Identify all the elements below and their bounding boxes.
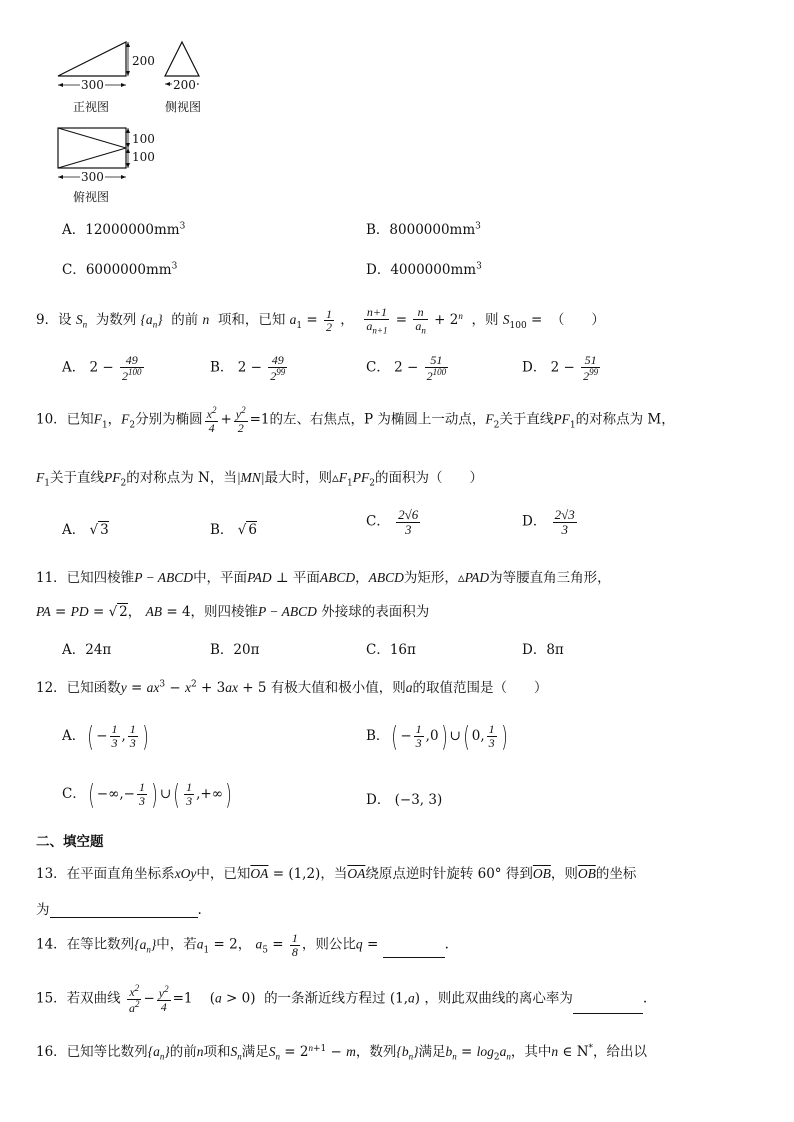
side-view-triangle	[165, 42, 199, 76]
front-height-label: 200	[132, 54, 155, 68]
top-caption: 俯视图	[73, 190, 110, 204]
q11-option-d[interactable]: D．8π	[522, 642, 564, 658]
q9-option-d[interactable]: D． 2 − $\frac{51}{2^{99}}$	[522, 353, 599, 383]
front-width-label: 300	[81, 78, 104, 92]
q12-option-b[interactable]: B．( − $\frac{1}{3}$ ,0) ∪( 0, $\frac{1}{3}$ )	[366, 720, 508, 753]
q8-option-c[interactable]: C．$6000000mm^3$	[62, 261, 178, 278]
q15-answer-blank[interactable]	[573, 997, 643, 1014]
q12-stem: 12．已知函数$y = ax^3 - x^2 + 3ax + 5$ 有极大值和极小值，则a的取值范围是（ ）	[36, 679, 548, 696]
section-heading: 二、填空题	[36, 834, 104, 850]
front-view-triangle	[58, 42, 126, 76]
q11-option-c[interactable]: C．16π	[366, 642, 416, 658]
top-view-rect	[58, 128, 126, 168]
q11-option-b[interactable]: B．20π	[210, 642, 260, 658]
q14-answer-blank[interactable]	[383, 941, 445, 958]
q14-stem: 14．在等比数列$\{a_n\}$中，若$a_1 = 2$， $a_5$ = $\frac{1}{8}$ ，则公比q = .	[36, 931, 449, 959]
three-view-drawing	[50, 32, 210, 212]
q10-stem-line2: $F_1$关于直线$PF_2$的对称点为 N，当|MN|最大时，则$▵F_1PF_2$的面积为（ ）	[36, 470, 484, 489]
q12-option-c[interactable]: C．( −∞,− $\frac{1}{3}$ ) ∪( $\frac{1}{3}$ ,+∞)	[62, 778, 232, 811]
top-h1-label: 100	[132, 132, 155, 146]
q11-option-a[interactable]: A．24π	[62, 642, 112, 658]
side-caption: 侧视图	[165, 100, 202, 114]
q10-option-d[interactable]: D． $\frac{2√3}{3}$	[522, 507, 575, 537]
q16-stem: 16．已知等比数列$\{a_n\}$的前n项和$S_n$满足$S_n = 2^{n+1} - m$，数列$\{b_n\}$满足$b_n = \log_2a_n$，其中n ∈ N*，给出以	[36, 1042, 648, 1063]
front-caption: 正视图	[73, 100, 110, 114]
q8-option-b[interactable]: B．$8000000mm^3$	[366, 221, 481, 238]
q8-option-d[interactable]: D．$4000000mm^3$	[366, 261, 482, 278]
q10-option-c[interactable]: C． $\frac{2√6}{3}$	[366, 507, 419, 537]
q12-option-a[interactable]: A．( − $\frac{1}{3}$ , $\frac{1}{3}$ )	[62, 720, 149, 753]
top-width-label: 300	[81, 170, 104, 184]
q13-stem-line2: 为 .	[36, 902, 202, 918]
q9-stem: 9．设 $S_n$ 为数列 $\{a_n\}$ 的前 n 项和，已知 $a_1$ = $\frac{1}{2}$ ， $\frac{n+1}{a_{n+1}}$ = $\frac{n}{a_n}$ + $2^n$ ，则 $S_{100}$ = （ ）	[36, 305, 605, 335]
q10-stem-line1: 10．已知$F_1$，$F_2$分别为椭圆 $\frac{x^2}{4}$ + $\frac{y^2}{2}$ =1的左、右焦点，P 为椭圆上一动点，$F_2$关于直线$PF_1$的对称点为 M，	[36, 405, 675, 435]
q11-stem-line1: 11．已知四棱锥P − ABCD中，平面PAD ⊥ 平面ABCD，ABCD为矩形，▵PAD为等腰直角三角形，	[36, 570, 611, 586]
q8-option-a[interactable]: A．$12000000mm^3$	[62, 221, 186, 238]
side-width-label: 200	[173, 78, 196, 92]
top-h2-label: 100	[132, 150, 155, 164]
q10-option-b[interactable]: B． √ 6	[210, 522, 257, 538]
q9-option-a[interactable]: A． 2 − $\frac{49}{2^{100}}$	[62, 353, 142, 383]
q11-stem-line2: PA = PD = √ 2， AB = 4，则四棱锥P − ABCD 外接球的表面积为	[36, 604, 430, 620]
q13-answer-blank[interactable]	[50, 901, 198, 918]
q13-stem-line1: 13．在平面直角坐标系xOy中，已知$\overline{OA} = (1,2)$，当$\overline{OA}$绕原点逆时针旋转 60° 得到$\overline{OB}$，则$\overline{OB}$的坐标	[36, 866, 637, 882]
q9-option-c[interactable]: C． 2 − $\frac{51}{2^{100}}$	[366, 353, 447, 383]
q12-option-d[interactable]: D． (−3, 3)	[366, 792, 443, 808]
q9-option-b[interactable]: B． 2 − $\frac{49}{2^{99}}$	[210, 353, 286, 383]
q15-stem: 15．若双曲线 $\frac{x^2}{a^2}$ − $\frac{y^2}{4}$ =1 (a > 0) 的一条渐近线方程过 (1,a) ，则此双曲线的离心率为 .	[36, 983, 648, 1015]
q10-option-a[interactable]: A． √ 3	[62, 522, 109, 538]
